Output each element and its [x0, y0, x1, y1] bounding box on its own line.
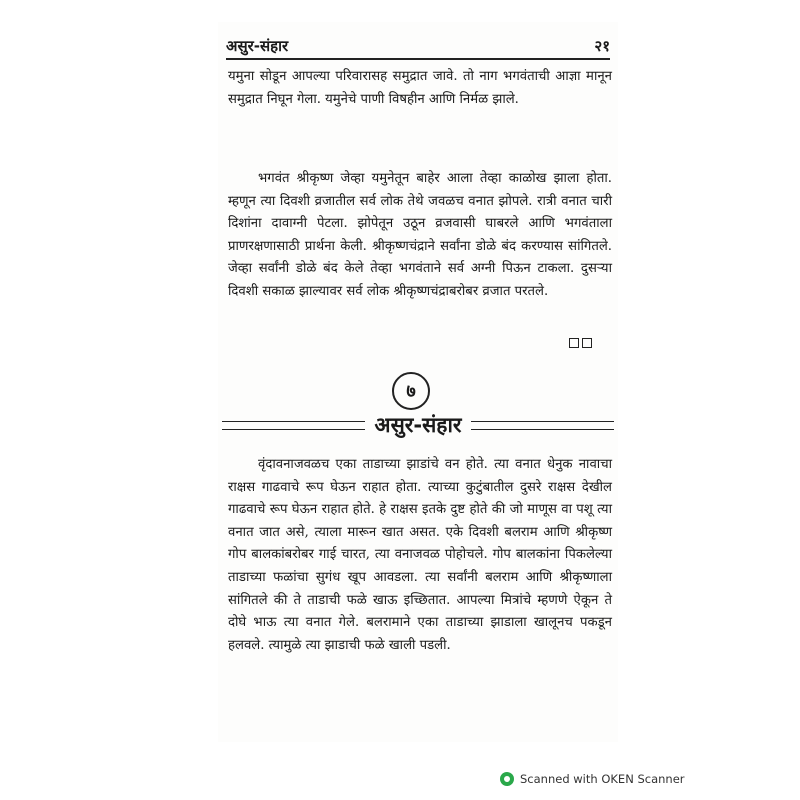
paragraph-krishna-returns: भगवंत श्रीकृष्ण जेव्हा यमुनेतून बाहेर आला तेव्हा काळोख झाला होता. म्हणून त्या दिवशी व्रजातील सर्व लोक तेथे जवळच वनात झोपले. रात्री वनात चारी दिशांना दावाग्नी पेटला. झोपेतून उठून व्रजवासी घाबरले आणि भगवंताला प्राणरक्षणासाठी प्रार्थना केली. श्रीकृष्णचंद्राने सर्वांना डोळे बंद करण्यास सांगितले. जेव्हा सर्वांनी डोळे बंद केले तेव्हा भगवंताने सर्व अग्नी पिऊन टाकला. दुसऱ्या दिवशी सकाळ झाल्यावर सर्व लोक श्रीकृष्णचंद्राबरोबर व्रजात परतले.: [228, 171, 612, 299]
double-rule-right: [471, 421, 614, 430]
paragraph-dhenuka: वृंदावनाजवळच एका ताडाच्या झाडांचे वन होते. त्या वनात धेनुक नावाचा राक्षस गाढवाचे रूप घेऊन राहात होता. त्याच्या कुटुंबातील दुसरे राक्षस देखील गाढवाचे रूप घेऊन राहात होते. हे राक्षस इतके दुष्ट होते की जो माणूस वा पशू त्या वनात जात असे, त्याला मारून खात असत. एके दिवशी बलराम आणि श्रीकृष्ण गोप बालकांबरोबर गाई चारत, त्या वनाजवळ पोहोचले. गोप बालकांना पिकलेल्या ताडाच्या फळांचा सुगंध खूप आवडला. त्या सर्वांनी बलराम आणि श्रीकृष्णाला सांगितले की ते ताडाची फळे खाऊ इच्छितात. आपल्या मित्रांचे म्हणणे ऐकून ते दोघे भाऊ त्या वनात गेले. बलरामाने एका ताडाच्या झाडाला खालूनच पकडून हलवले. त्यामुळे त्या झाडाची फळे खाली पडली.: [228, 457, 612, 653]
paragraph-continuation: यमुना सोडून आपल्या परिवारासह समुद्रात जावे. तो नाग भगवंताची आज्ञा मानून समुद्रात निघून गेला. यमुनेचे पाणी विषहीन आणि निर्मळ झाले.: [228, 69, 612, 107]
running-head-title: असुर-संहार: [226, 37, 289, 55]
double-rule-left: [222, 421, 365, 430]
chapter-title: असुर-संहार: [374, 413, 462, 437]
end-square-icon: [582, 338, 592, 348]
chapter-title-row: [222, 410, 614, 440]
scanner-watermark-text: Scanned with OKEN Scanner: [520, 772, 685, 786]
scanner-watermark: [500, 772, 685, 786]
page-number: २१: [594, 37, 610, 55]
running-head: [226, 30, 610, 60]
oken-scanner-icon: [500, 772, 514, 786]
end-square-icon: [569, 338, 579, 348]
book-page: [218, 22, 618, 742]
section-end-mark: [569, 338, 592, 348]
chapter-number: ७: [392, 372, 430, 410]
